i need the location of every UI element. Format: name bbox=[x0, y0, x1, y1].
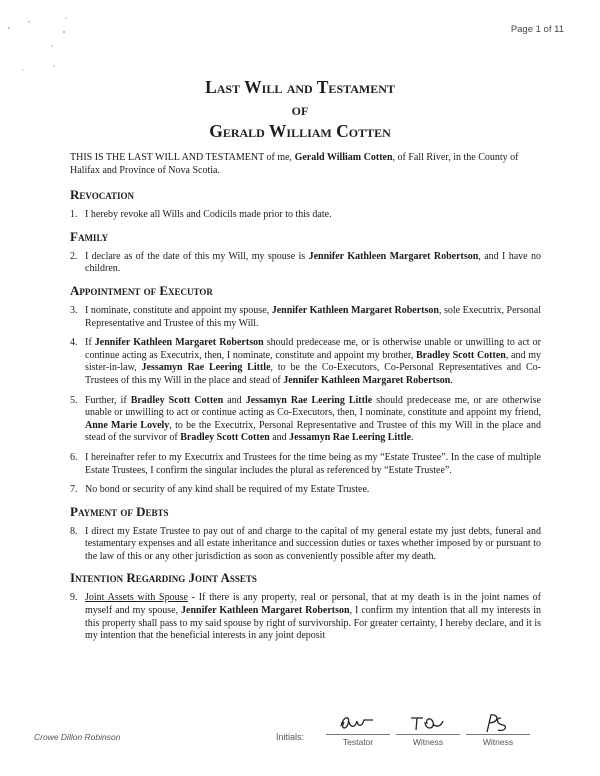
witness-2-signature-icon bbox=[473, 712, 523, 734]
witness-1-caption: Witness bbox=[412, 737, 444, 747]
clause-number: 6. bbox=[70, 451, 78, 463]
clause-number: 7. bbox=[70, 484, 78, 496]
testator-caption: Testator bbox=[342, 737, 374, 747]
page-footer bbox=[0, 712, 600, 762]
document-title bbox=[0, 76, 600, 142]
section-heading: Appointment of Executor bbox=[70, 282, 213, 298]
signature-line bbox=[466, 734, 530, 735]
clause-8 bbox=[70, 526, 541, 564]
clause-number: 1. bbox=[70, 209, 78, 221]
clause-number: 5. bbox=[70, 394, 78, 406]
section-revocation bbox=[70, 187, 541, 222]
section-heading: Revocation bbox=[70, 187, 135, 203]
clause-text: I nominate, constitute and appoint my spouse, Jennifer Kathleen Margaret Robertson, sole Executrix, Personal Representative and Trustee of this my Will. bbox=[85, 304, 541, 329]
clause-3 bbox=[70, 305, 541, 330]
section-heading: Intention Regarding Joint Assets bbox=[70, 570, 257, 586]
page-number: Page 1 of 11 bbox=[510, 24, 564, 35]
clause-number: 9. bbox=[70, 592, 78, 604]
title-line-3: Gerald William Cotten bbox=[209, 121, 391, 141]
clause-text: No bond or security of any kind shall be required of my Estate Trustee. bbox=[85, 484, 370, 496]
clause-number: 2. bbox=[70, 250, 78, 262]
clause-text: Joint Assets with Spouse - If there is any property, real or personal, that at my death is in the joint names of myself and my spouse, Jennifer Kathleen Margaret Robertson, I confirm my intention that all my interests in this property shall pass to my said spouse by right of survivorship. For greater certainty, I hereby declare, and it is my intention that the beneficial interests in any joint deposit bbox=[85, 592, 541, 642]
intro-text-rest: , of Fall River, in the County of Halifax and Province of Nova Scotia. bbox=[70, 152, 519, 176]
title-line-2: of bbox=[291, 99, 309, 119]
title-line-1: Last Will and Testament bbox=[205, 77, 395, 97]
clause-4 bbox=[70, 337, 541, 387]
section-heading: Family bbox=[70, 228, 109, 244]
witness-1-initials bbox=[396, 712, 460, 747]
clause-text: Further, if Bradley Scott Cotten and Jessamyn Rae Leering Little should predecease me, or are otherwise unable or unwilling to act or continue acting as Co-Executors, then, I nominate, constitute and appoint my friend, Anne Marie Lovely, to be the Executrix, Personal Representative and Trustee of this my Will in the place and stead of the survivor of Bradley Scott Cotten and Jessamyn Rae Leering Little. bbox=[85, 394, 541, 444]
will-body bbox=[70, 152, 541, 650]
clause-7 bbox=[70, 484, 541, 497]
clause-2 bbox=[70, 251, 541, 276]
section-debts bbox=[70, 504, 541, 564]
witness-2-caption: Witness bbox=[482, 737, 514, 747]
clause-text: I hereinafter refer to my Executrix and Trustees for the time being as my “Estate Trustee”. In the case of multiple Estate Trustees, I confirm the singular includes the plural as referenced by “Estate Trustee”. bbox=[85, 451, 541, 476]
section-executor bbox=[70, 283, 541, 497]
clause-text: I declare as of the date of this my Will, my spouse is Jennifer Kathleen Margaret Robertson, and I have no children. bbox=[85, 250, 541, 275]
clause-number: 8. bbox=[70, 525, 78, 537]
signature-line bbox=[396, 734, 460, 735]
section-family bbox=[70, 229, 541, 276]
clause-1 bbox=[70, 209, 541, 222]
witness-1-signature-icon bbox=[403, 712, 453, 734]
clause-number: 4. bbox=[70, 337, 78, 349]
clause-6 bbox=[70, 452, 541, 477]
firm-name: Crowe Dillon Robinson bbox=[34, 732, 121, 742]
witness-2-initials bbox=[466, 712, 530, 747]
intro-text: THIS IS THE LAST WILL AND TESTAMENT of me, bbox=[70, 152, 295, 163]
testator-initials bbox=[326, 712, 390, 747]
clause-number: 3. bbox=[70, 304, 78, 316]
clause-5 bbox=[70, 395, 541, 445]
testator-name: Gerald William Cotten bbox=[294, 152, 393, 163]
clause-9 bbox=[70, 592, 541, 642]
testator-signature-icon bbox=[333, 712, 383, 734]
clause-text: If Jennifer Kathleen Margaret Robertson should predecease me, or is otherwise unable or unwilling to act or continue acting as Executrix, then, I nominate, constitute and appoint my brother, Bradley Scott Cotten, and my sister-in-law, Jessamyn Rae Leering Little, to be the Co-Executors, Co-Personal Representatives and Co-Trustees of this my Will in the place and stead of Jennifer Kathleen Margaret Robertson. bbox=[85, 337, 541, 386]
initials-label: Initials: bbox=[276, 732, 305, 742]
section-joint-assets bbox=[70, 570, 541, 642]
clause-text: I direct my Estate Trustee to pay out of and charge to the capital of my general estate my just debts, funeral and testamentary expenses and all estate inheritance and succession duties or taxes whether imposed by or pursuant to the law of this or any other jurisdiction as soon as conveniently possible after my death. bbox=[85, 525, 541, 562]
signature-line bbox=[326, 734, 390, 735]
clause-text: I hereby revoke all Wills and Codicils made prior to this date. bbox=[85, 209, 332, 221]
intro-paragraph bbox=[70, 152, 541, 177]
section-heading: Payment of Debts bbox=[70, 503, 169, 519]
